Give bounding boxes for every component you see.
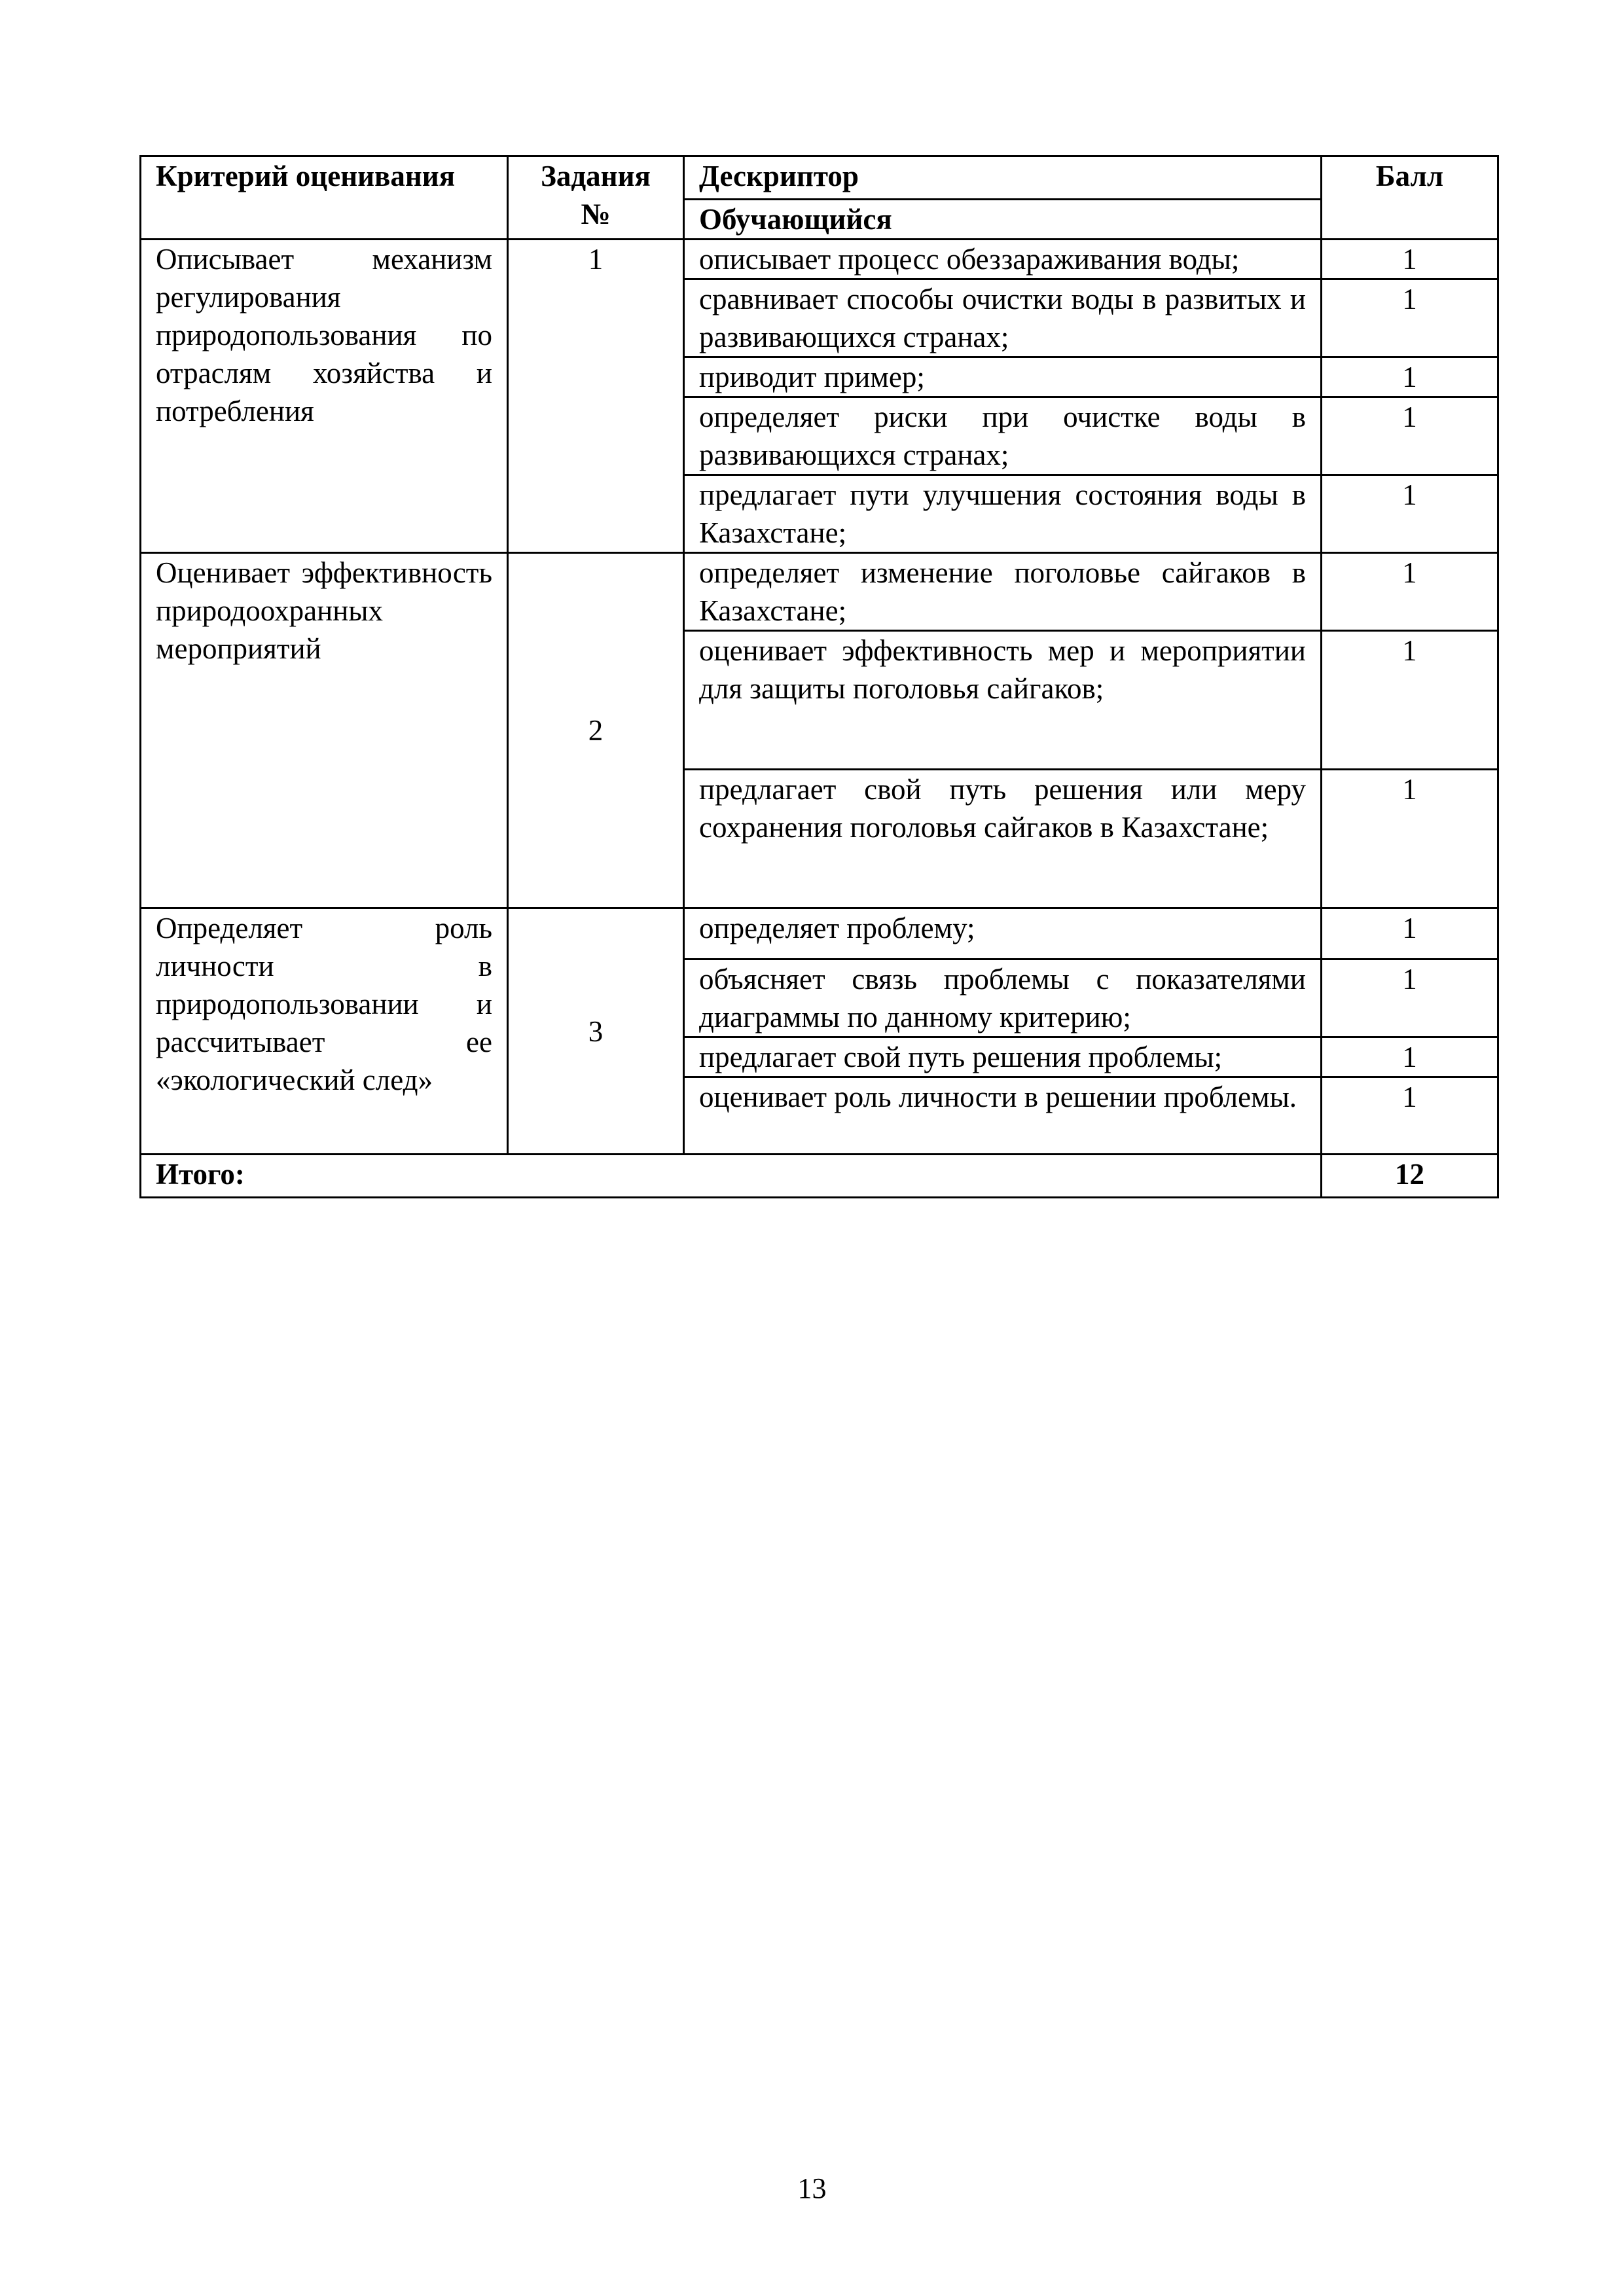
total-label: Итого: xyxy=(141,1155,1322,1198)
descriptor-cell: описывает процесс обеззараживания воды; xyxy=(684,240,1322,279)
criterion-cell: Описывает механизм регулирования природопользования по отраслям хозяйства и потребления xyxy=(141,240,508,553)
descriptor-cell: определяет проблему; xyxy=(684,908,1322,960)
descriptor-cell: предлагает свой путь решения или меру сохранения поголовья сайгаков в Казахстане; xyxy=(684,770,1322,908)
total-value: 12 xyxy=(1322,1155,1498,1198)
score-cell: 1 xyxy=(1322,770,1498,908)
descriptor-cell: объясняет связь проблемы с показателями диаграммы по данному критерию; xyxy=(684,960,1322,1037)
descriptor-cell: сравнивает способы очистки воды в развитых и развивающихся странах; xyxy=(684,279,1322,357)
score-cell: 1 xyxy=(1322,397,1498,475)
score-cell: 1 xyxy=(1322,279,1498,357)
header-descriptor: Дескриптор xyxy=(684,156,1322,200)
table-row xyxy=(141,240,1498,279)
descriptor-cell: оценивает эффективность мер и мероприятии для защиты поголовья сайгаков; xyxy=(684,631,1322,770)
score-cell: 1 xyxy=(1322,553,1498,631)
table-row xyxy=(141,908,1498,960)
score-cell: 1 xyxy=(1322,960,1498,1037)
score-cell: 1 xyxy=(1322,1037,1498,1077)
score-cell: 1 xyxy=(1322,240,1498,279)
header-task: Задания № xyxy=(508,156,684,240)
descriptor-cell: определяет риски при очистке воды в развивающихся странах; xyxy=(684,397,1322,475)
assessment-rubric-table xyxy=(139,155,1499,1198)
descriptor-cell: оценивает роль личности в решении проблемы. xyxy=(684,1077,1322,1155)
task-number-cell: 2 xyxy=(508,553,684,908)
descriptor-cell: предлагает пути улучшения состояния воды в Казахстане; xyxy=(684,475,1322,553)
task-number-cell: 3 xyxy=(508,908,684,1155)
descriptor-cell: предлагает свой путь решения проблемы; xyxy=(684,1037,1322,1077)
table-row xyxy=(141,553,1498,631)
header-learner: Обучающийся xyxy=(684,200,1322,240)
criterion-cell: Оценивает эффективность природоохранных мероприятий xyxy=(141,553,508,908)
header-score: Балл xyxy=(1322,156,1498,240)
score-cell: 1 xyxy=(1322,357,1498,397)
score-cell: 1 xyxy=(1322,475,1498,553)
header-row xyxy=(141,156,1498,200)
score-cell: 1 xyxy=(1322,631,1498,770)
descriptor-cell: приводит пример; xyxy=(684,357,1322,397)
total-row xyxy=(141,1155,1498,1198)
header-criterion: Критерий оценивания xyxy=(141,156,508,240)
score-cell: 1 xyxy=(1322,1077,1498,1155)
page-number: 13 xyxy=(797,2172,827,2204)
score-cell: 1 xyxy=(1322,908,1498,960)
descriptor-cell: определяет изменение поголовье сайгаков в Казахстане; xyxy=(684,553,1322,631)
task-number-cell: 1 xyxy=(508,240,684,553)
criterion-cell: Определяет роль личности в природопользовании и рассчитывает ее «экологический след» xyxy=(141,908,508,1155)
